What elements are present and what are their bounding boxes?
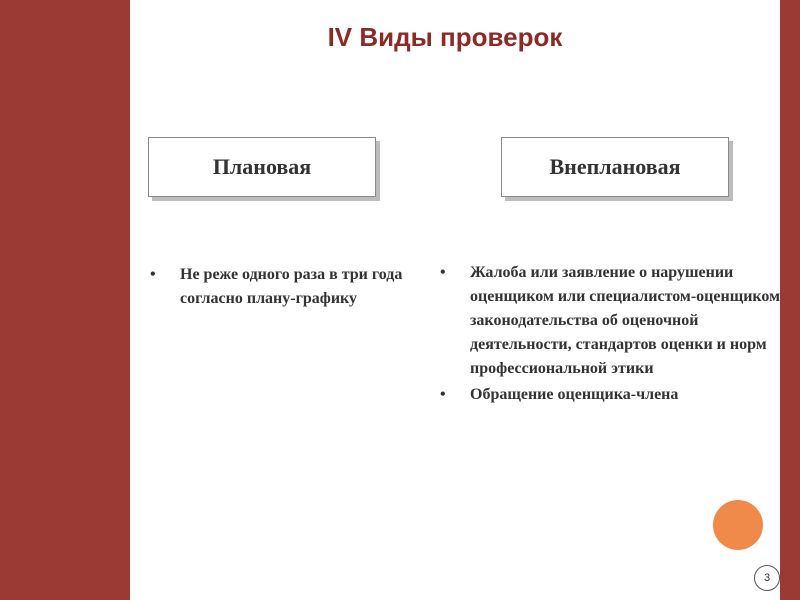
page-number: 3	[763, 572, 771, 584]
unplanned-bullet-list	[440, 261, 780, 409]
slide-content	[130, 0, 780, 600]
planned-inspection-box	[148, 137, 376, 197]
right-decorative-band	[780, 0, 800, 600]
planned-bullet-list	[150, 263, 410, 313]
unplanned-inspection-heading: Внеплановая	[549, 154, 681, 179]
list-item: • Жалоба или заявление о нарушении оценщиком или специалистом-оценщиком законодательства об оценочной деятельности, стандартов оценки и норм профессиональной этики	[440, 261, 780, 381]
unplanned-inspection-box	[501, 137, 729, 197]
slide-title: IV Виды проверок	[327, 22, 563, 52]
list-item: • Не реже одного раза в три года согласно плану-графику	[150, 263, 410, 311]
page-number-badge	[754, 565, 780, 591]
planned-inspection-heading: Плановая	[212, 154, 312, 179]
orange-circle-decoration	[713, 500, 763, 550]
list-item: • Обращение оценщика-члена	[440, 383, 780, 407]
left-decorative-band	[0, 0, 130, 600]
